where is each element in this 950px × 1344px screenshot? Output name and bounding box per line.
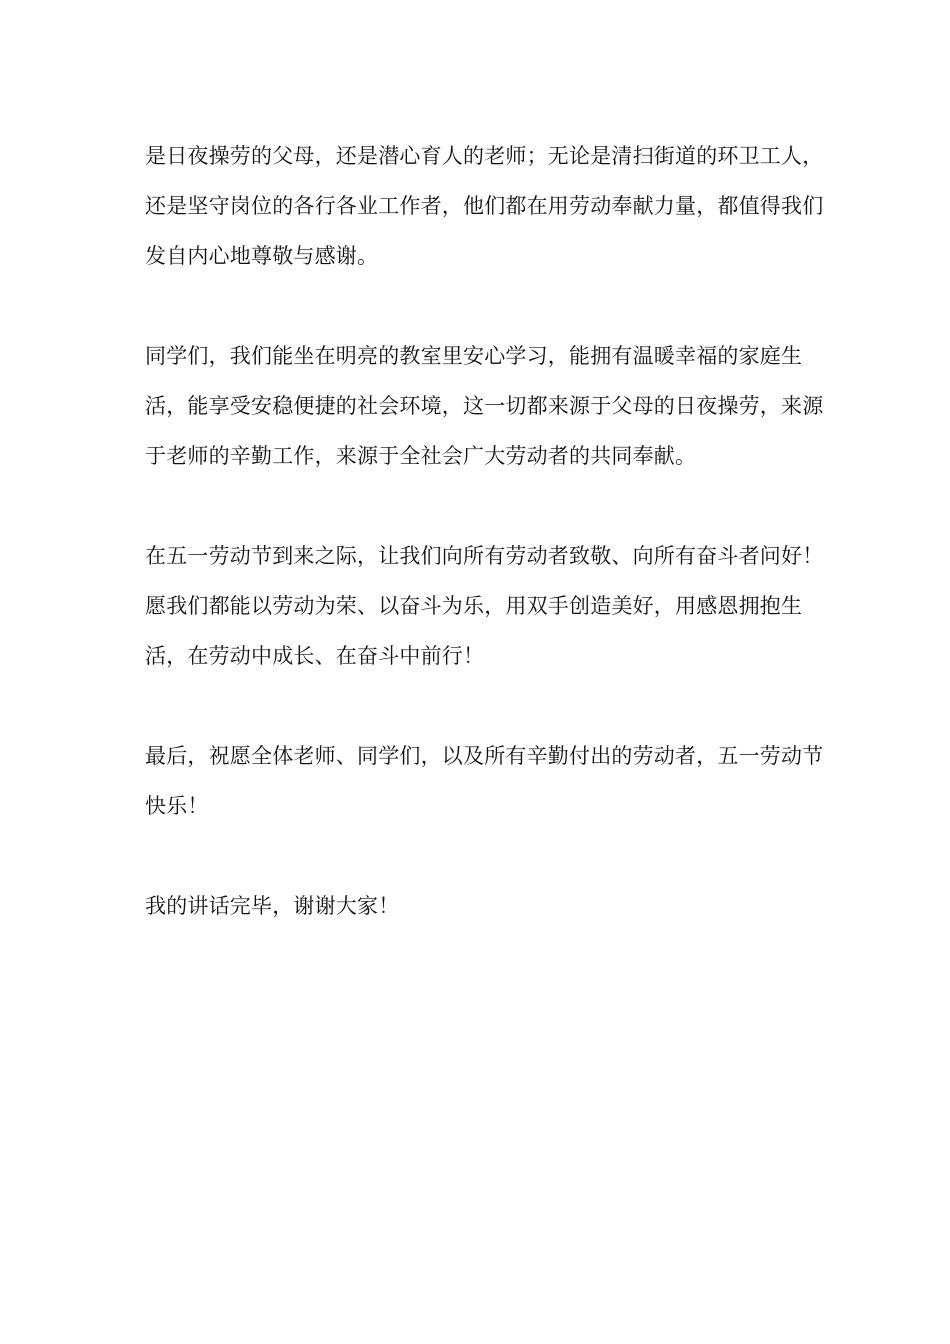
paragraph-1: 是日夜操劳的父母，还是潜心育人的老师；无论是清扫街道的环卫工人，还是坚守岗位的各行各业工作者，他们都在用劳动奉献力量，都值得我们发自内心地尊敬与感谢。 <box>145 144 824 268</box>
document-body <box>145 131 835 931</box>
paragraph-2: 同学们，我们能坐在明亮的教室里安心学习，能拥有温暖幸福的家庭生活，能享受安稳便捷的社会环境，这一切都来源于父母的日夜操劳，来源于老师的辛勤工作，来源于全社会广大劳动者的共同奉献。 <box>145 344 824 468</box>
paragraph-4: 最后，祝愿全体老师、同学们，以及所有辛勤付出的劳动者，五一劳动节快乐！ <box>145 744 824 818</box>
paragraph-5: 我的讲话完毕，谢谢大家！ <box>145 894 400 918</box>
paragraph-3: 在五一劳动节到来之际，让我们向所有劳动者致敬、向所有奋斗者问好！愿我们都能以劳动为荣、以奋斗为乐，用双手创造美好，用感恩拥抱生活，在劳动中成长、在奋斗中前行！ <box>145 544 824 668</box>
